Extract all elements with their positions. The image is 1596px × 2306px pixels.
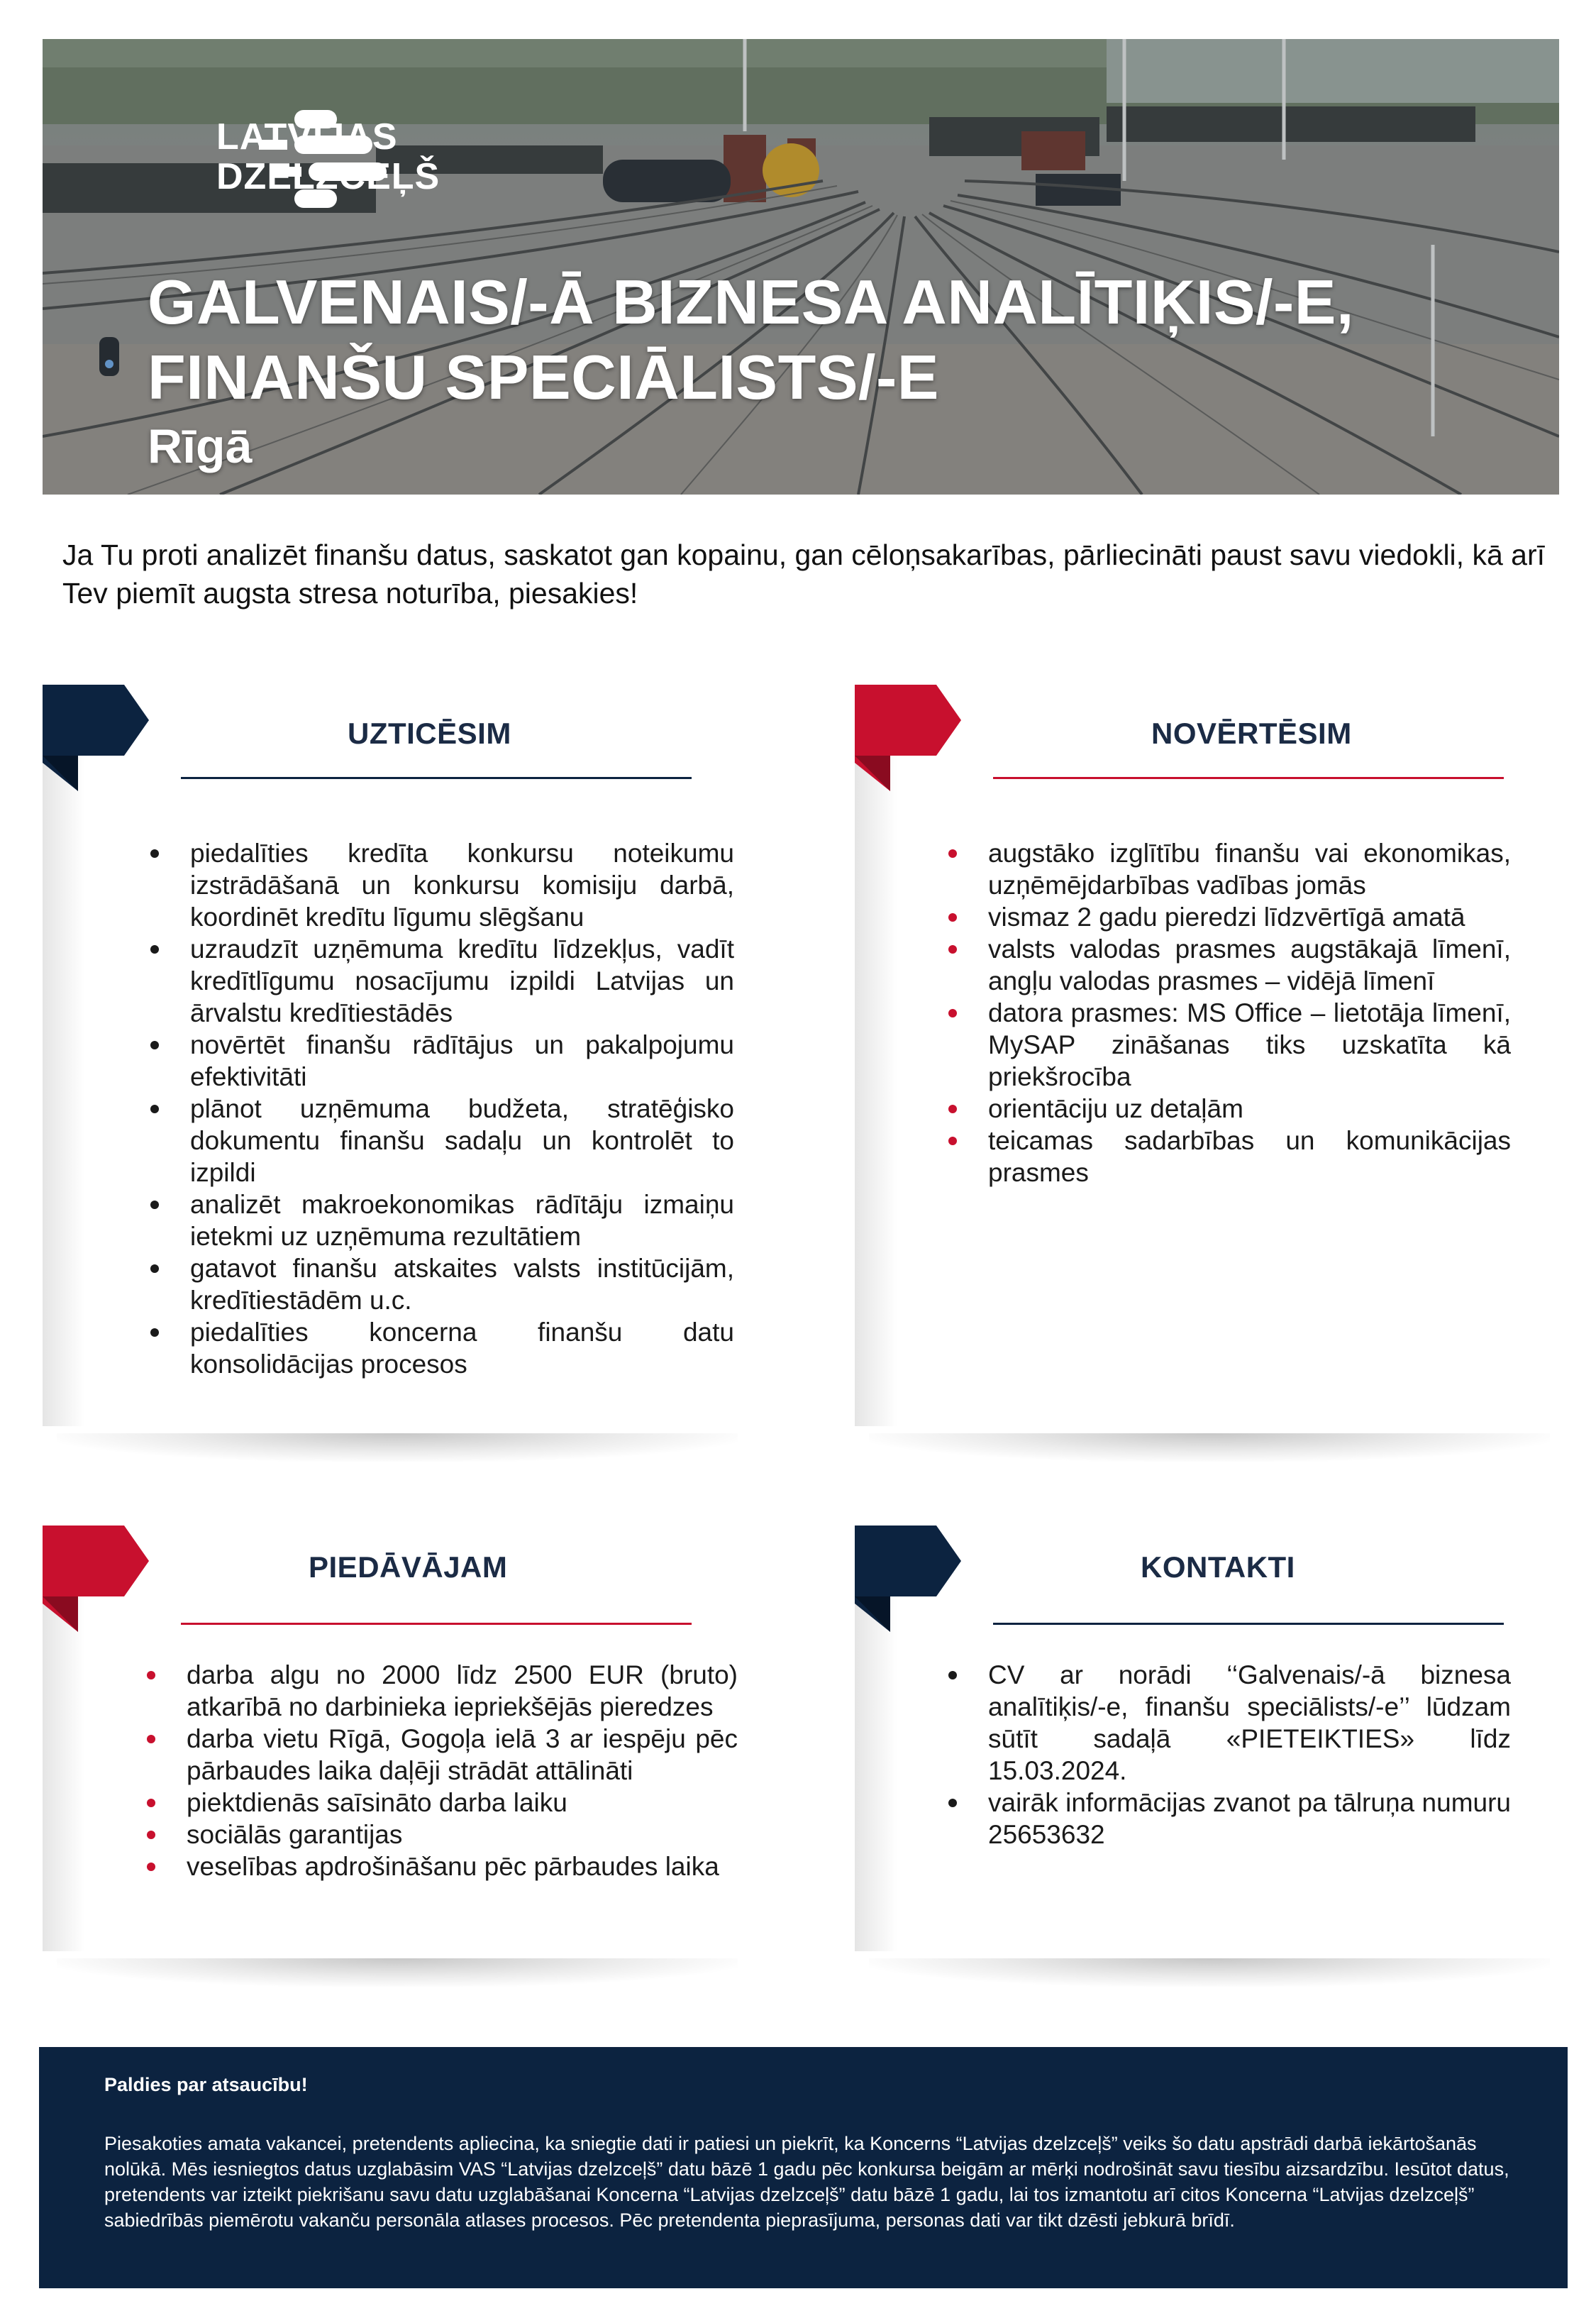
card-offer xyxy=(43,1526,752,1958)
list-item: vairāk informācijas zvanot pa tālruņa numuru 25653632 xyxy=(947,1787,1511,1850)
list-item: datora prasmes: MS Office – lietotāja līmenī, MySAP zināšanas tiks uzskatīta kā priekšrocība xyxy=(947,997,1511,1093)
list-item: plānot uzņēmuma budžeta, stratēģisko dokumentu finanšu sadaļu un kontrolēt to izpildi xyxy=(149,1093,734,1188)
card-contacts-title: KONTAKTI xyxy=(1141,1550,1295,1584)
list-item: darba algu no 2000 līdz 2500 EUR (bruto) atkarībā no darbinieka iepriekšējās pieredzes xyxy=(145,1659,738,1723)
list-item: sociālās garantijas xyxy=(145,1819,738,1850)
list-item: orientāciju uz detaļām xyxy=(947,1093,1511,1125)
red-tab-icon xyxy=(43,1526,149,1632)
logo-wordmark xyxy=(216,117,440,197)
list-item: piektdienās saīsināto darba laiku xyxy=(145,1787,738,1819)
footer-thanks: Paldies par atsaucību! xyxy=(104,2074,308,2095)
card-contacts xyxy=(855,1526,1564,1958)
intro-text: Ja Tu proti analizēt finanšu datus, saskatot gan kopainu, gan cēloņsakarības, pārliecināti paust savu viedokli, kā arī Tev piemīt augsta stresa noturība, piesakies! xyxy=(62,539,1545,609)
card-value-list xyxy=(947,837,1511,1188)
job-title xyxy=(148,265,1552,415)
list-item: valsts valodas prasmes augstākajā līmenī, angļu valodas prasmes – vidējā līmenī xyxy=(947,933,1511,997)
job-location: Rīgā xyxy=(148,419,253,473)
card-offer-divider xyxy=(181,1623,692,1625)
red-tab-icon xyxy=(855,685,961,791)
list-item: piedalīties kredīta konkursu noteikumu izstrādāšanā un konkursu komisiju darbā, koordinēt kredītu līgumu slēgšanu xyxy=(149,837,734,933)
navy-tab-icon xyxy=(855,1526,961,1632)
card-contacts-divider xyxy=(993,1623,1504,1625)
card-trust-title: UZTICĒSIM xyxy=(348,717,511,750)
list-item: gatavot finanšu atskaites valsts institūcijām, kredītiestādēm u.c. xyxy=(149,1252,734,1316)
logo-line-1: LATVIJAS xyxy=(216,116,398,158)
list-item: veselības apdrošināšanu pēc pārbaudes laika xyxy=(145,1850,738,1882)
list-item: teicamas sadarbības un komunikācijas prasmes xyxy=(947,1125,1511,1188)
list-item: vismaz 2 gadu pieredzi līdzvērtīgā amatā xyxy=(947,901,1511,933)
list-item: uzraudzīt uzņēmuma kredītu līdzekļus, vadīt kredītlīgumu nosacījumu izpildi Latvijas un ārvalstu kredītiestādēs xyxy=(149,933,734,1029)
card-value-title: NOVĒRTĒSIM xyxy=(1151,717,1352,750)
list-item: analizēt makroekonomikas rādītāju izmaiņu ietekmi uz uzņēmuma rezultātiem xyxy=(149,1188,734,1252)
card-trust-list xyxy=(149,837,734,1380)
job-title-line-1: GALVENAIS/-Ā BIZNESA ANALĪTIĶIS/-E, xyxy=(148,267,1354,337)
card-trust-divider xyxy=(181,777,692,779)
card-trust xyxy=(43,685,752,1433)
list-item: CV ar norādi ‘‘Galvenais/-ā biznesa analītiķis/-e, finanšu speciālists/-e’’ lūdzam sūtīt sadaļā «PIETEIKTIES» līdz 15.03.2024. xyxy=(947,1659,1511,1787)
card-contacts-list xyxy=(947,1659,1511,1850)
card-offer-list xyxy=(145,1659,738,1882)
card-value xyxy=(855,685,1564,1433)
footer-privacy-notice xyxy=(39,2047,1568,2288)
job-title-line-2: FINANŠU SPECIĀLISTS/-E xyxy=(148,342,939,412)
card-value-divider xyxy=(993,777,1504,779)
hero-banner xyxy=(43,39,1559,495)
list-item: novērtēt finanšu rādītājus un pakalpojumu efektivitāti xyxy=(149,1029,734,1093)
card-offer-title: PIEDĀVĀJAM xyxy=(309,1550,508,1584)
list-item: piedalīties koncerna finanšu datu konsolidācijas procesos xyxy=(149,1316,734,1380)
list-item: darba vietu Rīgā, Gogoļa ielā 3 ar iespēju pēc pārbaudes laika daļēji strādāt attālināti xyxy=(145,1723,738,1787)
navy-tab-icon xyxy=(43,685,149,791)
list-item: augstāko izglītību finanšu vai ekonomikas, uzņēmējdarbības vadības jomās xyxy=(947,837,1511,901)
footer-legal-text: Piesakoties amata vakancei, pretendents apliecina, ka sniegtie dati ir patiesi un piekrīt, ka Koncerns “Latvijas dzelzceļš” veiks šo datu apstrādi darbā iekārtošanās nolūkā. Mēs iesniegtos datus uzglabāsim VAS “Latvijas dzelzceļš” datu bāzē 1 gadu pēc konkursa beigām ar mērķi nodrošināt savu tiesību aizsardzību. Iesūtot datus, pretendents var izteikt piekrišanu savu datu uzglabāšanai Koncerna “Latvijas dzelzceļš” datu bāzē 1 gadu, lai tos izmantotu arī citos Koncerna “Latvijas dzelzceļš” sabiedrībās piemērotu vakanču personāla atlases procesos. Pēc pretendenta pieprasījuma, personas dati var tikt dzēsti jebkurā brīdī. xyxy=(104,2133,1509,2231)
logo-line-2: DZELZCEĻŠ xyxy=(216,156,440,197)
